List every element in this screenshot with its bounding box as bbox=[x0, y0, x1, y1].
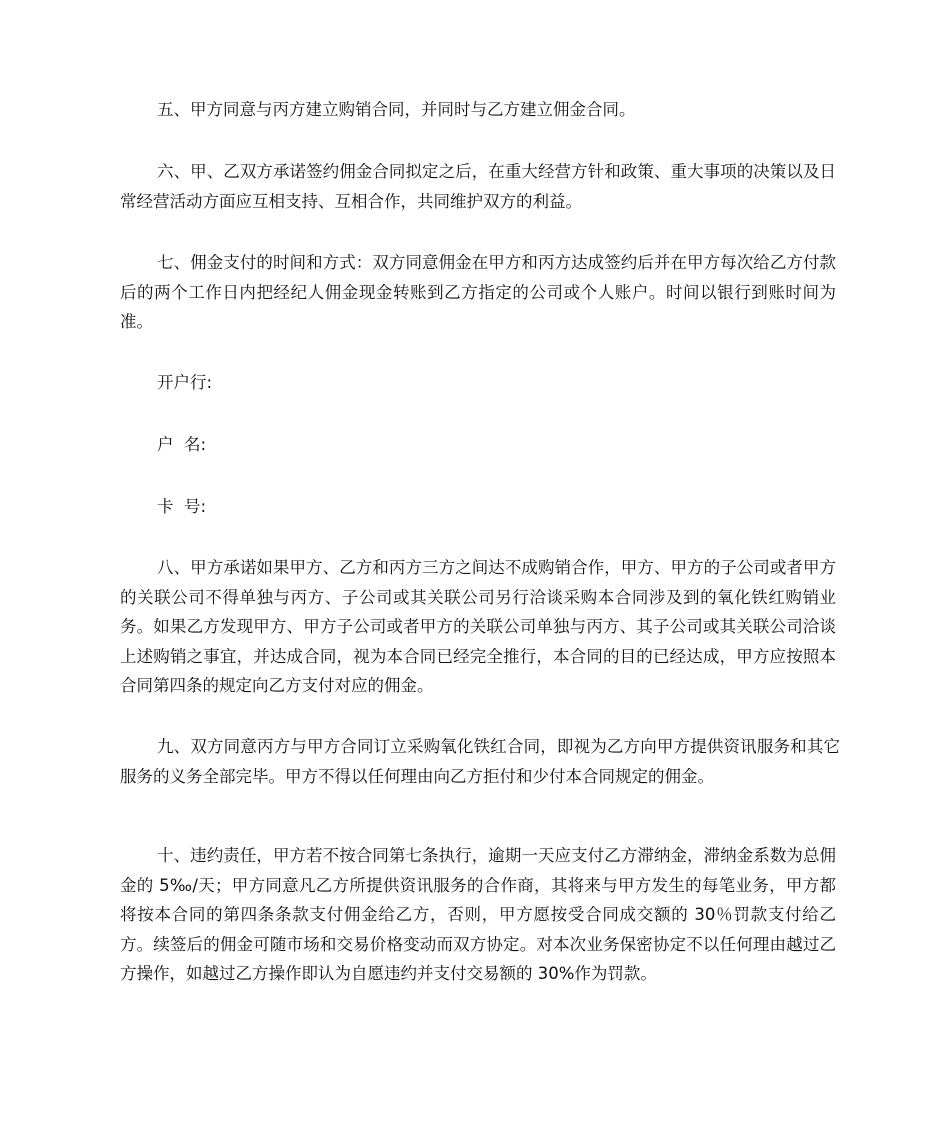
bank-field-label: 开户行: bbox=[157, 373, 213, 392]
card-number-field-label: 卡 号: bbox=[157, 497, 207, 516]
clause-ten: 十、违约责任，甲方若不按合同第七条执行，逾期一天应支付乙方滞纳金，滞纳金系数为总佣金的 5‰/天；甲方同意凡乙方所提供资讯服务的合作商，其将来与甲方发生的每笔业务，甲方都将按本合同的第四条条款支付佣金给乙方，否则，甲方愿按受合同成交额的 30％罚款支付给乙方。续签后的佣金可随市场和交易价格变动而双方协定。对本次业务保密协定不以任何理由越过乙方操作，如越过乙方操作即认为自愿违约并支付交易额的 30%作为罚款。 bbox=[120, 846, 836, 983]
clause-eight: 八、甲方承诺如果甲方、乙方和丙方三方之间达不成购销合作，甲方、甲方的子公司或者甲方的关联公司不得单独与丙方、子公司或其关联公司另行洽谈采购本合同涉及到的氧化铁红购销业务。如果乙方发现甲方、甲方子公司或者甲方的关联公司单独与丙方、其子公司或其关联公司洽谈上述购销之事宜，并达成合同，视为本合同已经完全推行，本合同的目的已经达成，甲方应按照本合同第四条的规定向乙方支付对应的佣金。 bbox=[120, 558, 836, 695]
account-name-field-label: 户 名: bbox=[157, 435, 207, 454]
clause-five: 五、甲方同意与丙方建立购销合同，并同时与乙方建立佣金合同。 bbox=[157, 100, 636, 119]
clause-seven: 七、佣金支付的时间和方式：双方同意佣金在甲方和丙方达成签约后并在甲方每次给乙方付款后的两个工作日内把经纪人佣金现金转账到乙方指定的公司或个人账户。时间以银行到账时间为准。 bbox=[120, 253, 836, 331]
clause-nine: 九、双方同意丙方与甲方合同订立采购氧化铁红合同，即视为乙方向甲方提供资讯服务和其它服务的义务全部完毕。甲方不得以任何理由向乙方拒付和少付本合同规定的佣金。 bbox=[120, 737, 840, 786]
clause-six: 六、甲、乙双方承诺签约佣金合同拟定之后，在重大经营方针和政策、重大事项的决策以及日常经营活动方面应互相支持、互相合作，共同维护双方的利益。 bbox=[120, 162, 836, 211]
